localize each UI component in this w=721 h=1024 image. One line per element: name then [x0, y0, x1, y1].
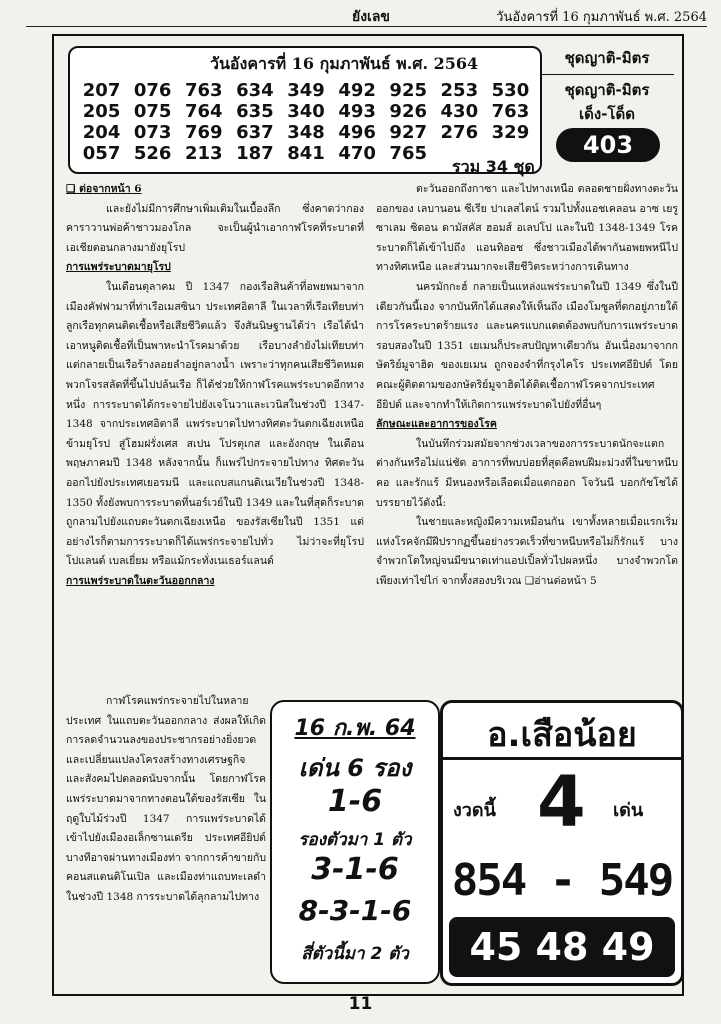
prediction-featured-label: เด่น: [613, 800, 644, 821]
number-cell: 340: [287, 101, 325, 122]
number-cell: 530: [491, 80, 530, 101]
prediction-draw-label: งวดนี้: [453, 800, 496, 821]
article-heading: การแพร่ระบาดมายุโรป: [66, 261, 171, 274]
number-cell: 927: [389, 122, 427, 143]
prediction-bar: 45 48 49: [449, 917, 675, 977]
number-cell: 763: [491, 101, 530, 122]
number-cell: 205: [82, 101, 121, 122]
number-cell: 329: [491, 122, 530, 143]
prediction-title: อ.เสือน้อย: [487, 715, 637, 755]
number-cell: 637: [236, 122, 274, 143]
number-cell: 841: [287, 143, 325, 164]
article-heading: ❑ ต่อจากหน้า 6: [66, 183, 142, 195]
hand-date: 16 ก.พ. 64: [294, 716, 416, 741]
number-cell: 348: [287, 122, 325, 143]
article-paragraph: ในชายและหญิงมีความเหมือนกัน เขาทั้งหลายเมื่อแรกเริ่มแห่งโรคจักมีฝีปรากฏขึ้นอย่างรวดเร็วที่ขาหนีบหรือไม่ก็รักแร้ บางจำพวกโตใหญ่จนมีขนาดเท่าแอปเปิ้ลทั่วไปผลหนึ่ง บางจำพวกโตเพียงเท่าไข่ไก่ จากทั้งสองบริเวณ ❑อ่านต่อหน้า 5: [376, 516, 678, 587]
numbers-total: รวม 34 ชุด: [452, 157, 535, 176]
number-cell: 765: [389, 143, 427, 164]
prediction-box: [440, 700, 684, 986]
prediction-pair: 854 - 549: [451, 855, 673, 906]
page-number: 11: [348, 994, 373, 1014]
article-column-left-bottom: [66, 692, 266, 982]
number-cell: 470: [338, 143, 376, 164]
numbers-row: [76, 80, 536, 101]
number-cell: 430: [440, 101, 479, 122]
numbers-box: [68, 46, 542, 174]
number-cell: 492: [338, 80, 376, 101]
number-cell: 634: [236, 80, 274, 101]
article-heading: การแพร่ระบาดในตะวันออกกลาง: [66, 574, 215, 587]
number-cell: 493: [338, 101, 376, 122]
article-paragraph: ในเดือนตุลาคม ปี 1347 กองเรือสินค้าที่อพยพมาจากเมืองคัฟฟามาที่ท่าเรือเมสซินา ประเทศอิตาลี ในเวลาที่เรือเทียบท่า ลูกเรือทุกคนติดเชื้อหรือเสียชีวิตแล้ว จึงสันนิษฐานได้ว่า เรือได้นำเอาหนูติดเชื้อที่เป็นพาหะนำโรคมาด้วย เรือบางลำยังไม่เทียบท่า แต่กลายเป็นเรือร้างลอยลำอยู่กลางน้ำ เพราะว่าทุกคนเสียชีวิตหมด พวกโจรสลัดที่ขึ้นไปปล้นเรือ ก็ได้ช่วยให้กาฬโรคแพร่ระบาดอีกทางหนึ่ง การระบาดได้กระจายไปยังเจโนวาและเวนิสในช่วงปี 1347-1348 จากประเทศอิตาลี แพร่ระบาดไปทางทิศตะวันตกเฉียงเหนือ ข้ามยุโรป สู่โฮมฝรั่งเศส สเปน โปรตุเกส และอังกฤษ ในเดือนพฤษภาคมปี 1348 หลังจากนั้น ก็แพร่ไปกระจายไปทาง ทิศตะวันออกไปยังประเทศเยอรมนี และแถบสแกนดิเนเวียในช่วงปี 1348-1350 ทั้งยังพบการระบาดที่นอร์เวย์ในปี 1349 และในที่สุดก็ระบาดถูกลามไปยังแถบตะวันตกเฉียงเหนือ ของรัสเซียในปี 1351 แต่อย่างไรก็ตามการระบาดก็ได้แพร่กระจายไปทั่ว ไม่ว่าจะที่ยุโรป โปแลนด์ เบลเยี่ยม หรือแม้กระทั่งเนเธอร์แลนด์: [66, 280, 364, 568]
article-paragraph: นครมักกะฮ์ กลายเป็นแหล่งแพร่ระบาดในปี 1349 ซึ่งในปีเดียวกันนี้เอง จากบันทึกได้แสดงให้เห็นถึง เมืองโมซูลที่ตกอยู่ภายใต้การโรคระบาดร้ายแรง และนครแบกแดดต้องพบกับการแพร่ระบาดรอบสองในปี 1351 เยเมนก็ประสบปัญหาเดียวกัน อันเนื่องมาจากกษัตริย์มูจาฮิด ของเยเมน ถูกจองจำที่กรุงไคโร ประเทศอียิปต์ โดยคณะผู้ติดตามของกษัตริย์มูจาฮิดได้ติดเชื้อกาฬโรคจากประเทศอียิปต์ และจากทำให้เกิดการแพร่ระบาดไปยังที่อื่นๆ: [376, 280, 678, 411]
prediction-digit: 4: [537, 761, 586, 843]
number-cell: 204: [82, 122, 121, 143]
sidebox-heading: ชุดญาติ-มิตร: [540, 46, 674, 75]
hand-line-three: 3-1-6: [311, 852, 399, 887]
sidebox: [540, 46, 678, 170]
number-cell: 926: [389, 101, 427, 122]
number-cell: 253: [440, 80, 479, 101]
hand-line-featured: เด่น 6 รอง: [298, 754, 412, 782]
number-cell: 925: [389, 80, 427, 101]
hand-line-four: 8-3-1-6: [298, 894, 412, 927]
hand-line-pair: 1-6: [327, 784, 383, 819]
number-cell: 073: [133, 122, 172, 143]
number-cell: 763: [184, 80, 223, 101]
numbers-row: [76, 122, 536, 143]
number-cell: 076: [133, 80, 172, 101]
number-cell: 635: [236, 101, 274, 122]
article-column-left: [66, 180, 364, 690]
hand-line-note1: รองตัวมา 1 ตัว: [298, 830, 412, 850]
number-cell: 769: [184, 122, 223, 143]
number-cell: 213: [184, 143, 223, 164]
article-paragraph: กาฬโรคแพร่กระจายไปในหลายประเทศ ในแถบตะวันออกกลาง ส่งผลให้เกิดการลดจำนวนลงของประชากรอย่างยิ่งยวดและเปลี่ยนแปลงโครงสร้างทางเศรษฐกิจ และสังคมไปตลอดนับจากนั้น โดยกาฬโรคแพร่ระบาดมาจากทางตอนใต้ของรัสเซีย ในฤดูใบไม้ร่วงปี 1347 การแพร่ระบาดได้เข้าไปยังเมืองอเล็กซานเดรีย ประเทศอียิปต์ บางทีอาจผ่านทางเมืองท่า จากการค้าขายกับ คอนสแตนติโนเปิล และเมืองท่าแถบทะเลดำ ในช่วงปี 1348 การระบาดได้ลุกลามไปทาง: [66, 695, 266, 903]
number-cell: 349: [287, 80, 325, 101]
article-column-right: [376, 180, 678, 690]
numbers-grid: [76, 80, 536, 164]
article-paragraph: และยังไม่มีการศึกษาเพิ่มเติมในเบื้องลึก ซึ่งคาดว่ากองคาราวานพ่อค้าชาวมองโกล จะเป็นผู้นำเอากาฬโรคที่ระบาดที่เอเชียตอนกลางมายังยุโรป: [66, 202, 364, 254]
header-divider: [26, 26, 707, 27]
prediction-divider: [443, 757, 681, 760]
numbers-row: [76, 101, 536, 122]
number-cell: 075: [133, 101, 172, 122]
hand-line-note2: สี่ตัวนี้มา 2 ตัว: [301, 944, 409, 964]
number-cell: 187: [236, 143, 274, 164]
handwritten-box: [270, 700, 440, 984]
numbers-box-date: วันอังคารที่ 16 กุมภาพันธ์ พ.ศ. 2564: [210, 54, 479, 73]
article-paragraph: ในบันทึกร่วมสมัยจากช่วงเวลาของการระบาดนักจะแตกต่างกันหรือไม่แน่ชัด อาการที่พบบ่อยที่สุดคือพบฝีมะม่วงที่ในขาหนีบ คอ และรักแร้ มีหนองหรือเลือดเมื่อแตกออก โจวันนี บอกกัชโชได้บรรยายไว้ดังนี้:: [376, 437, 678, 509]
number-cell: 207: [82, 80, 121, 101]
article-heading: ลักษณะและอาการของโรค: [376, 418, 497, 431]
number-cell: 764: [184, 101, 223, 122]
header-title: ยังเลข: [352, 9, 390, 25]
article-paragraph: ตะวันออกถึงกาซา และไปทางเหนือ ตลอดชายฝั่งทางตะวันออกของ เลบานอน ซีเรีย ปาเลสไตน์ รวมไปทั้งแอชเคลอน อาซ เยรูซาเลม ซิดอน ดามัสคัส ฮอมส์ อเลปโป และในปี 1348-1349 โรคระบาดก็ได้เข้าไปถึง แอนทิออช ซึ่งชาวเมืองได้พากันอพยพหนีไปทางทิศเหนือ และส่วนมากจะเสียชีวิตระหว่างการเดินทาง: [376, 183, 678, 274]
number-cell: 057: [82, 143, 121, 164]
number-cell: 526: [133, 143, 172, 164]
sidebox-number-badge: 403: [556, 128, 660, 162]
header-date: วันอังคารที่ 16 กุมภาพันธ์ พ.ศ. 2564: [496, 10, 707, 25]
number-cell: 276: [440, 122, 479, 143]
sidebox-subheading: ชุดญาติ-มิตร: [564, 81, 650, 99]
number-cell: 496: [338, 122, 376, 143]
sidebox-label: เด็ง-โด็ด: [579, 105, 635, 123]
